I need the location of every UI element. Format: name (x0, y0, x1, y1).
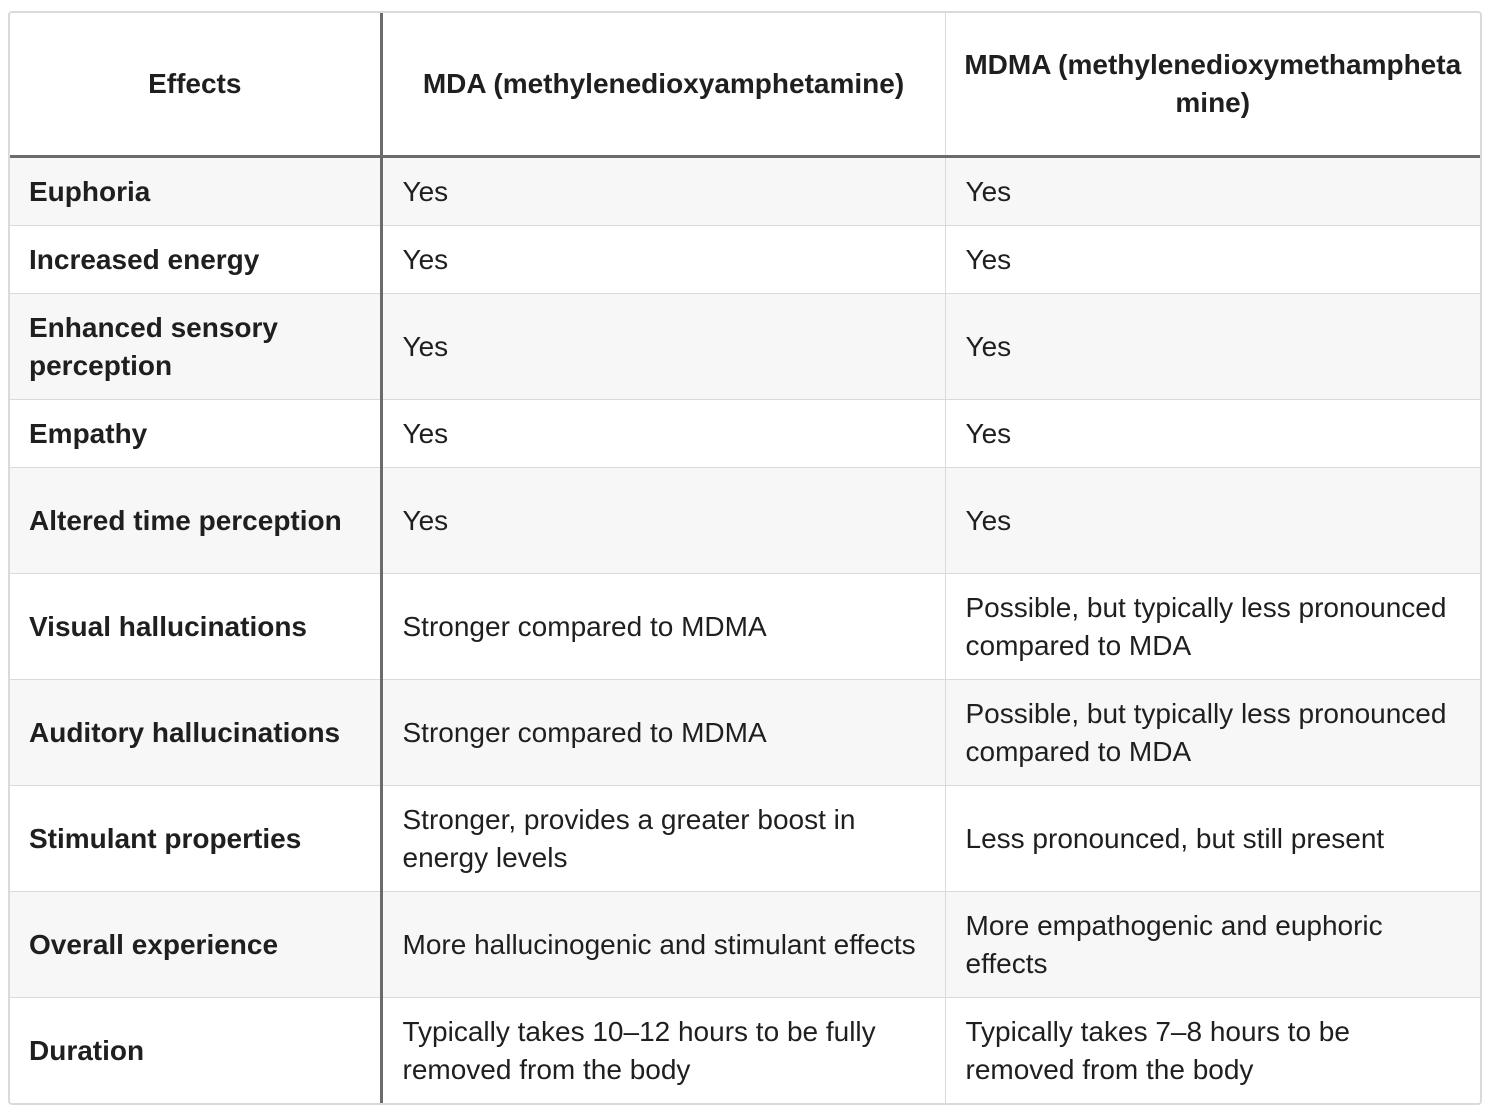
table-row (10, 680, 1480, 786)
mda-value: Yes (381, 468, 945, 574)
table-row (10, 294, 1480, 400)
mdma-value: Yes (945, 400, 1480, 468)
mdma-value: Yes (945, 468, 1480, 574)
table-row (10, 468, 1480, 574)
table-row (10, 998, 1480, 1104)
mdma-value: More empathogenic and euphoric effects (945, 892, 1480, 998)
mda-value: Yes (381, 157, 945, 226)
mdma-value: Typically takes 7–8 hours to be removed from the body (945, 998, 1480, 1104)
effect-name: Enhanced sensory perception (10, 294, 381, 400)
header-mda: MDA (methylenedioxyamphetamine) (381, 13, 945, 157)
header-mdma: MDMA (methylenedioxymethamphetamine) (945, 13, 1480, 157)
mda-value: Typically takes 10–12 hours to be fully removed from the body (381, 998, 945, 1104)
effect-name: Stimulant properties (10, 786, 381, 892)
effect-name: Euphoria (10, 157, 381, 226)
header-effects: Effects (10, 13, 381, 157)
mdma-value: Less pronounced, but still present (945, 786, 1480, 892)
table-row (10, 157, 1480, 226)
comparison-table (8, 11, 1482, 1105)
effect-name: Altered time perception (10, 468, 381, 574)
effect-name: Auditory hallucinations (10, 680, 381, 786)
table-row (10, 574, 1480, 680)
header-row (10, 13, 1480, 157)
mda-value: Yes (381, 400, 945, 468)
effects-table (10, 13, 1480, 1103)
mda-value: More hallucinogenic and stimulant effects (381, 892, 945, 998)
effect-name: Increased energy (10, 226, 381, 294)
effect-name: Duration (10, 998, 381, 1104)
table-row (10, 400, 1480, 468)
mda-value: Stronger, provides a greater boost in energy levels (381, 786, 945, 892)
mda-value: Stronger compared to MDMA (381, 680, 945, 786)
mdma-value: Yes (945, 157, 1480, 226)
effect-name: Empathy (10, 400, 381, 468)
effect-name: Overall experience (10, 892, 381, 998)
effect-name: Visual hallucinations (10, 574, 381, 680)
mdma-value: Yes (945, 294, 1480, 400)
table-row (10, 226, 1480, 294)
mda-value: Yes (381, 226, 945, 294)
mdma-value: Possible, but typically less pronounced compared to MDA (945, 680, 1480, 786)
table-row (10, 892, 1480, 998)
mda-value: Stronger compared to MDMA (381, 574, 945, 680)
mdma-value: Possible, but typically less pronounced compared to MDA (945, 574, 1480, 680)
table-row (10, 786, 1480, 892)
mda-value: Yes (381, 294, 945, 400)
mdma-value: Yes (945, 226, 1480, 294)
